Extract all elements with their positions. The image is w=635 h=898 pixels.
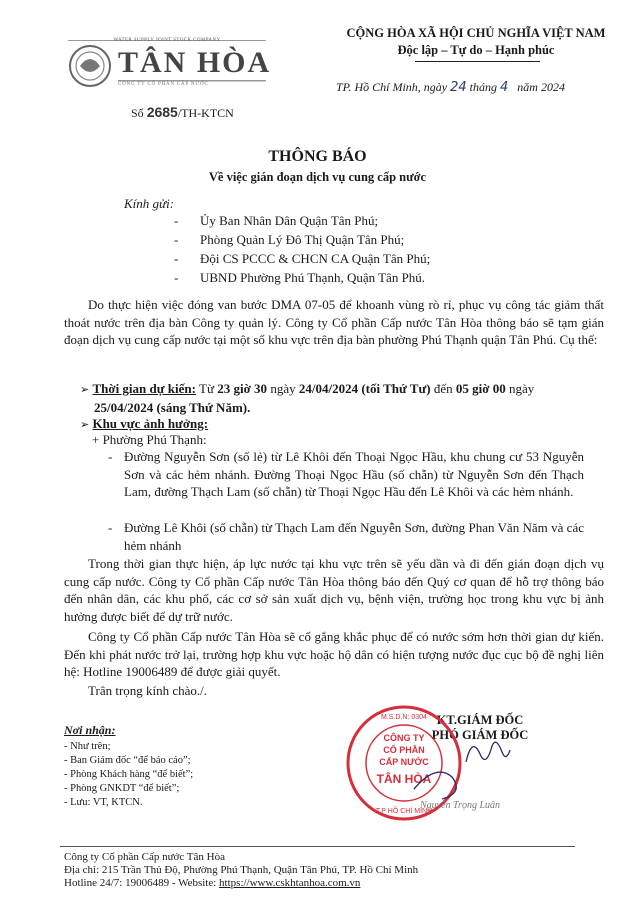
svg-text:CÔNG TY: CÔNG TY	[383, 733, 425, 743]
recipient-item: - UBND Phường Phú Thạnh, Quận Tân Phú.	[174, 270, 426, 285]
website-link[interactable]: https://www.cskhtanhoa.com.vn	[219, 877, 361, 889]
footer-address: Địa chỉ: 215 Trần Thủ Độ, Phường Phú Thạnh, Quận Tân Phú, TP. Hồ Chí Minh	[64, 864, 419, 876]
ward-label: + Phường Phú Thạnh:	[92, 432, 207, 447]
signer-name: Nguyễn Trọng Luân	[420, 800, 501, 811]
signature-mark	[462, 732, 512, 772]
svg-text:T.P HỒ CHÍ MINH: T.P HỒ CHÍ MINH	[375, 808, 433, 815]
body-paragraph-3: Công ty Cổ phần Cấp nước Tân Hòa sẽ cố gắng khắc phục để có nước sớm hơn thời gian dự kiến. Đến khi phát nước trở lại, trường hợp khu vực hoặc hộ dân có hiện tượng nước đục cục bộ đề nghị liên hệ: Hotline 19006489 để được giải quyết.	[64, 629, 604, 679]
recipient-item: - Ủy Ban Nhân Dân Quận Tân Phú;	[174, 213, 379, 228]
svg-text:CỔ PHẦN: CỔ PHẦN	[383, 745, 425, 755]
bullet-dash: -	[108, 520, 113, 535]
footer-divider	[60, 846, 575, 847]
footer-hotline: Hotline 24/7: 19006489 - Website: https://www.cskhtanhoa.com.vn	[64, 877, 361, 889]
noi-nhan-item: - Như trên;	[64, 741, 111, 752]
logo-wordmark: TÂN HÒA	[118, 46, 272, 79]
intro-paragraph: Do thực hiện việc đóng van bước DMA 07-05 để khoanh vùng rò rỉ, phục vụ công tác giảm thất thoát nước trên địa bàn Công ty quản lý. Công ty Cổ phần Cấp nước Tân Hòa thông báo sẽ tạm gián đoạn dịch vụ cung cấp nước tại một số khu vực trên địa bàn phường Phú Thạnh quận Tân Phú. Cụ thể:	[64, 297, 604, 347]
recipients-label: Kính gửi:	[124, 196, 175, 211]
svg-text:M.S.D.N: 0304: M.S.D.N: 0304	[381, 714, 427, 721]
logo-small-text: WATER SUPPLY JOINT STOCK COMPANY	[113, 38, 221, 43]
motto: Độc lập – Tự do – Hạnh phúc	[397, 43, 555, 57]
footer-company: Công ty Cổ phần Cấp nước Tân Hòa	[64, 851, 225, 863]
noi-nhan-item: - Phòng GNKDT “để biết”;	[64, 783, 180, 794]
area-item: Đường Nguyễn Sơn (số lẻ) từ Lê Khôi đến Thoại Ngọc Hầu, khu chung cư 53 Nguyễn Sơn và các hẻm nhánh. Đường Thoại Ngọc Hầu (số chẵn) từ Nguyễn Sơn đến Thạch Lam, đường Thạch Lam (số chẵn) từ Thoại Ngọc Hầu đến Lê Khôi và các hẻm nhánh.	[124, 449, 584, 499]
arrow-bullet-icon: ➢	[80, 383, 90, 396]
svg-text:TÂN HÒA: TÂN HÒA	[376, 772, 432, 786]
handwritten-day: 24	[450, 80, 467, 95]
signature-subtitle: PHÓ GIÁM ĐỐC	[431, 728, 529, 742]
bullet-dash: -	[108, 449, 113, 464]
document-number: Số 2685/TH-KTCN	[131, 104, 234, 120]
closing-line: Trân trọng kính chào./.	[88, 683, 208, 698]
nation-heading: CỘNG HÒA XÃ HỘI CHỦ NGHĨA VIỆT NAM	[346, 26, 606, 40]
page-subtitle: Về việc gián đoạn dịch vụ cung cấp nước	[208, 170, 427, 184]
handwritten-month: 4	[500, 80, 509, 95]
area-item: Đường Lê Khôi (số chẵn) từ Thạch Lam đến Nguyễn Sơn, đường Phan Văn Năm và các hẻm nhánh	[124, 520, 584, 553]
body-paragraph-2: Trong thời gian thực hiện, áp lực nước tại khu vực trên sẽ yếu dần và đi đến gián đoạn dịch vụ cung cấp nước. Công ty Cổ phần Cấp nước Tân Hòa thông báo đến Quý cơ quan để hỗ trợ thông báo đến nhân dân, các khu phố, các cơ sở sản xuất dịch vụ, bệnh viện, trường học trong khu vực bị ảnh hưởng được biết để dự trữ nước.	[64, 556, 604, 624]
logo-subtext: CÔNG TY CỔ PHẦN CẤP NƯỚC	[118, 82, 209, 87]
motto-underline	[415, 61, 540, 62]
time-section: ➢ Thời gian dự kiến: Từ 23 giờ 30 ngày 24/04/2024 (tối Thứ Tư) đến 05 giờ 00 ngày 25/04/2024 (sáng Thứ Năm).	[80, 381, 535, 415]
recipient-item: - Phòng Quản Lý Đô Thị Quận Tân Phú;	[174, 232, 405, 247]
date-line: TP. Hồ Chí Minh, ngày 24 tháng 4 năm 2024	[336, 80, 565, 95]
recipient-item: - Đội CS PCCC & CHCN CA Quận Tân Phú;	[174, 251, 431, 266]
noi-nhan-item: - Lưu: VT, KTCN.	[64, 797, 143, 808]
area-section-label: ➢ Khu vực ảnh hưởng:	[80, 416, 209, 431]
noi-nhan-title: Nơi nhận:	[64, 723, 116, 737]
signature-title: KT.GIÁM ĐỐC	[436, 713, 524, 727]
page-title: THÔNG BÁO	[268, 148, 367, 165]
noi-nhan-item: - Ban Giám đốc “để báo cáo”;	[64, 755, 191, 766]
noi-nhan-item: - Phòng Khách hàng “để biết”;	[64, 769, 194, 780]
svg-text:CẤP NƯỚC: CẤP NƯỚC	[379, 757, 429, 767]
arrow-bullet-icon: ➢	[80, 418, 90, 431]
